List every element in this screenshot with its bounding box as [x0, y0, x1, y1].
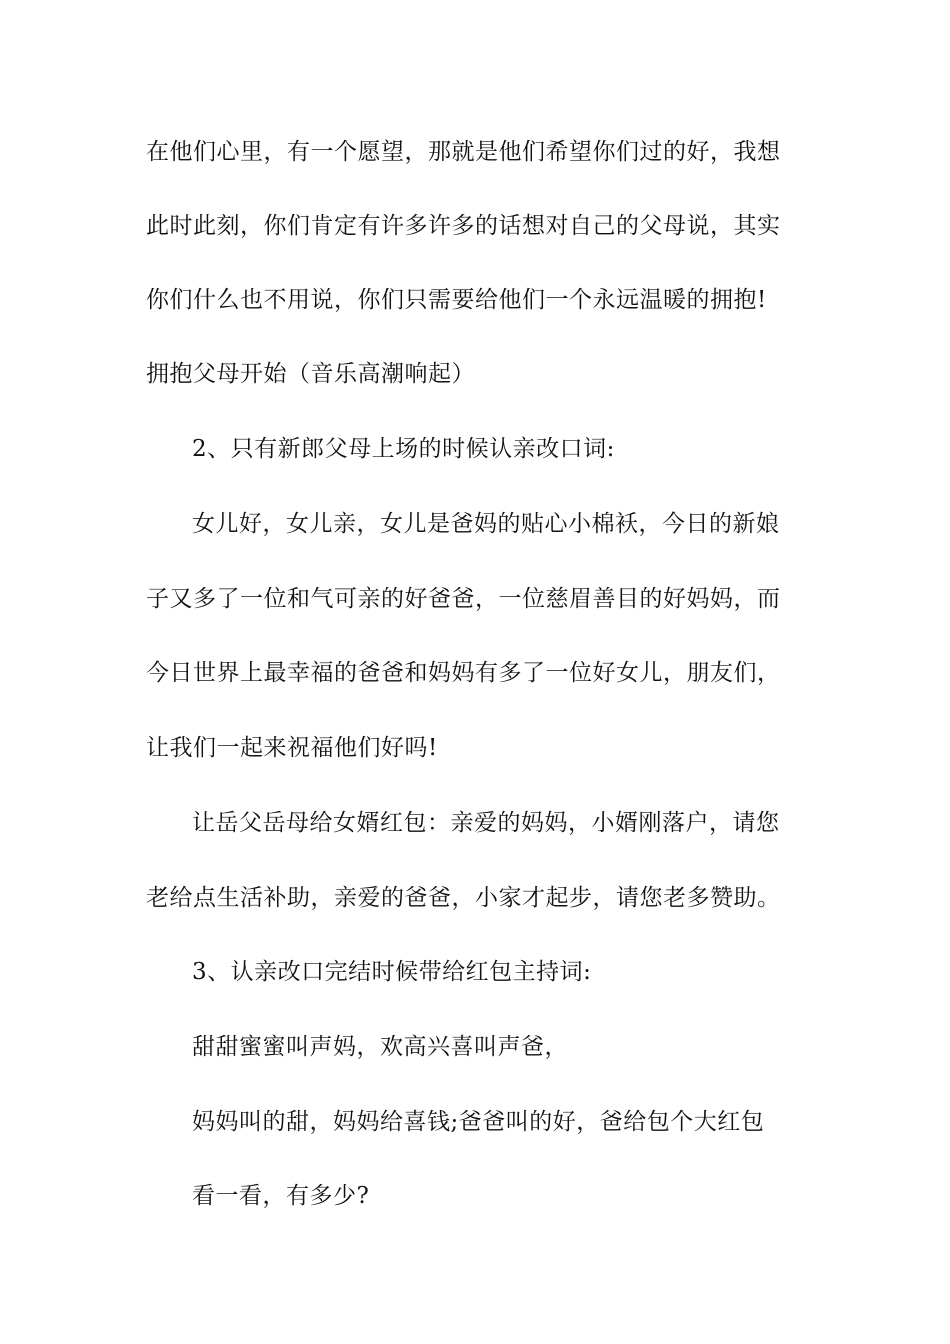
body-text-line: 女儿好，女儿亲，女儿是爸妈的贴心小棉袄，今日的新娘 [192, 511, 780, 537]
body-text-line: 此时此刻，你们肯定有许多许多的话想对自己的父母说，其实 [146, 213, 781, 239]
verse-line: 妈妈叫的甜，妈妈给喜钱;爸爸叫的好，爸给包个大红包 [192, 1109, 765, 1135]
verse-line: 看一看，有多少? [192, 1183, 370, 1209]
body-text-line: 今日世界上最幸福的爸爸和妈妈有多了一位好女儿，朋友们， [146, 660, 781, 686]
body-text-line: 子又多了一位和气可亲的好爸爸，一位慈眉善目的好妈妈，而 [146, 586, 781, 612]
body-text-line: 让我们一起来祝福他们好吗! [146, 735, 438, 761]
body-text-line: 老给点生活补助，亲爱的爸爸，小家才起步，请您老多赞助。 [146, 885, 781, 911]
section-heading: 3、认亲改口完结时候带给红包主持词: [192, 959, 592, 985]
body-text-line: 你们什么也不用说，你们只需要给他们一个永远温暖的拥抱! [146, 287, 767, 313]
body-text-line: 让岳父岳母给女婿红包：亲爱的妈妈，小婿刚落户，请您 [192, 810, 780, 836]
verse-line: 甜甜蜜蜜叫声妈，欢高兴喜叫声爸， [192, 1034, 568, 1060]
section-heading: 2、只有新郎父母上场的时候认亲改口词: [192, 436, 615, 462]
body-text-line: 在他们心里，有一个愿望，那就是他们希望你们过的好，我想 [146, 139, 781, 165]
body-text-line: 拥抱父母开始（音乐高潮响起） [146, 361, 475, 387]
